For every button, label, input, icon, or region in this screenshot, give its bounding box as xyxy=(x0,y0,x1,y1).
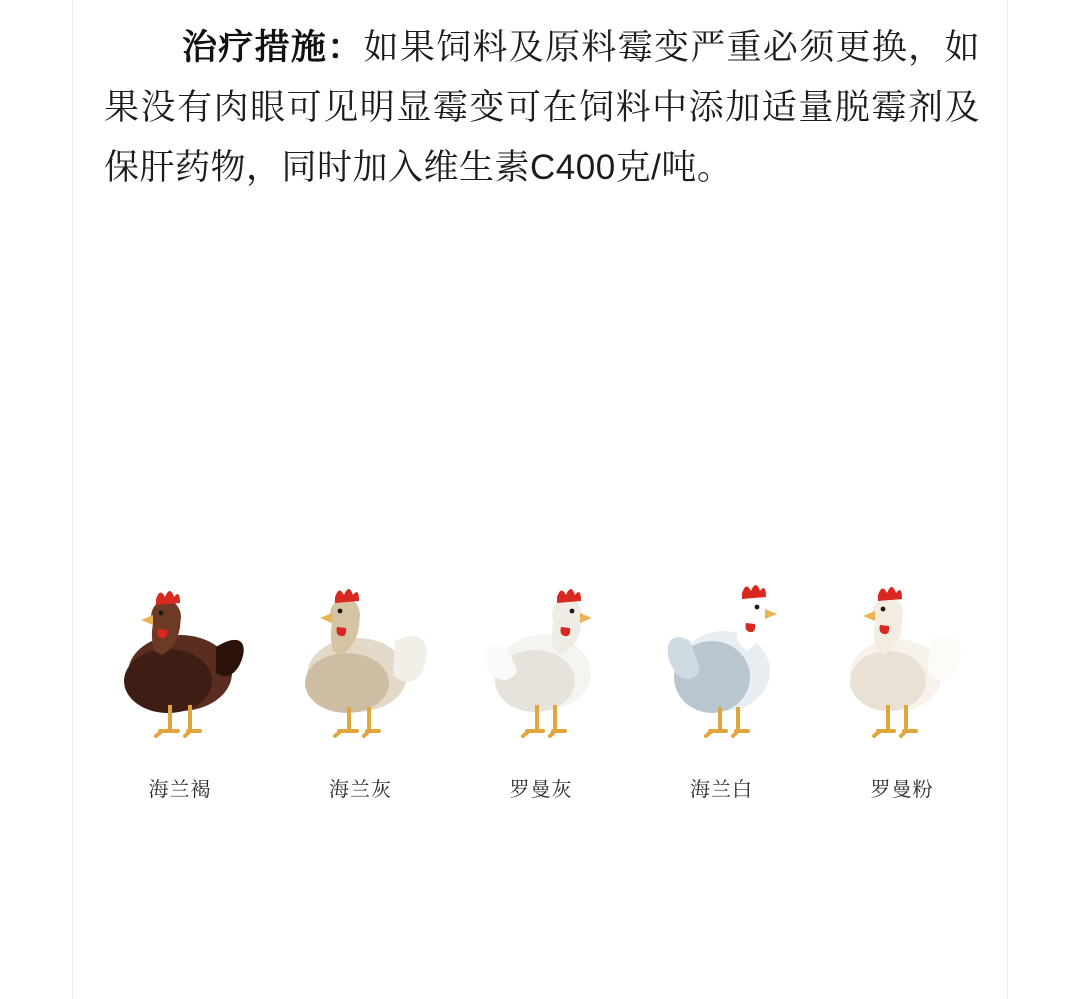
chicken-icon xyxy=(818,555,986,770)
chicken-illustration xyxy=(818,555,986,770)
chicken-breed-gallery xyxy=(96,530,986,800)
treatment-body: 如果饲料及原料霉变严重必须更换，如果没有肉眼可见明显霉变可在饲料中添加适量脱霉剂及保肝药物，同时加入维生素C400克/吨。 xyxy=(104,28,980,188)
chicken-icon xyxy=(457,555,625,770)
article-text-block xyxy=(104,18,980,199)
breed-caption: 罗曼灰 xyxy=(509,779,573,801)
breed-item xyxy=(457,555,625,800)
breed-item xyxy=(818,555,986,800)
chicken-illustration xyxy=(457,555,625,770)
chicken-illustration xyxy=(638,555,806,770)
chicken-illustration xyxy=(277,555,445,770)
chicken-illustration xyxy=(96,555,264,770)
breed-item xyxy=(277,555,445,800)
chicken-icon xyxy=(277,555,445,770)
breed-caption: 罗曼粉 xyxy=(870,779,934,801)
breed-caption: 海兰褐 xyxy=(148,779,212,801)
breed-caption: 海兰白 xyxy=(690,779,753,801)
treatment-label: 治疗措施： xyxy=(182,28,364,67)
breed-item xyxy=(96,555,264,800)
treatment-paragraph xyxy=(104,18,980,199)
breed-caption: 海兰灰 xyxy=(329,779,392,801)
chicken-icon xyxy=(638,555,806,770)
breed-item xyxy=(638,555,806,800)
chicken-icon xyxy=(96,555,264,770)
